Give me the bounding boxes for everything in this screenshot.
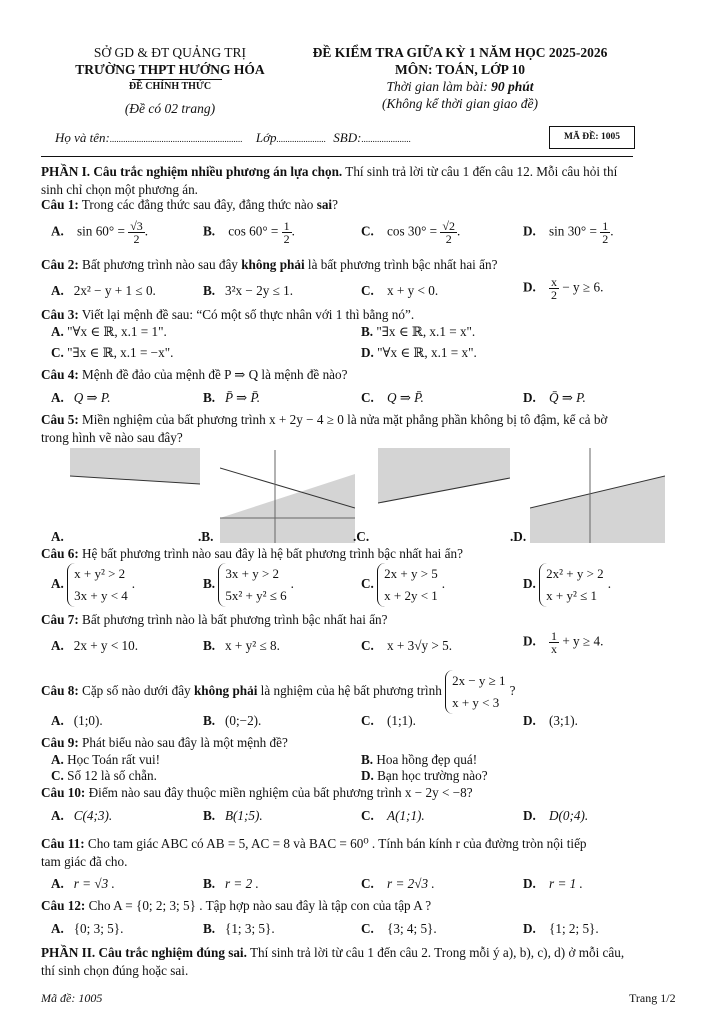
q12-text: Cho A = {0; 2; 3; 5} . Tập hợp nào sau đây là tập con của tập A ?: [85, 898, 432, 913]
q12-label: Câu 12:: [41, 898, 86, 913]
frac-num: √3: [130, 219, 143, 233]
header-divider: [41, 156, 633, 157]
option-letter: C.: [361, 921, 374, 936]
option-letter: D.: [523, 390, 536, 405]
q5-label-d[interactable]: .D.: [510, 529, 527, 544]
q5-label-a[interactable]: A.: [51, 529, 64, 544]
option-letter: D.: [523, 808, 536, 823]
option-letter: C.: [51, 768, 64, 783]
option-letter: D.: [361, 768, 374, 783]
q10-stem: [41, 785, 473, 801]
q9-label: Câu 9:: [41, 735, 79, 750]
part2-title: PHẦN II. Câu trắc nghiệm đúng sai.: [41, 945, 247, 960]
q8-option-b[interactable]: [203, 713, 261, 729]
q7-a-text: 2x + y < 10.: [73, 638, 139, 653]
q2-text: Bất phương trình nào sau đây: [78, 257, 242, 272]
option-letter: C.: [361, 390, 374, 405]
q5-figure-d[interactable]: [530, 448, 665, 543]
q8-end: là nghiệm của hệ bất phương trình: [257, 683, 442, 699]
q1-a-text: sin 60° =: [77, 223, 125, 239]
option-letter: D.: [361, 345, 374, 360]
option-letter: D.: [523, 576, 536, 592]
footer-page: Trang 1/2: [629, 991, 676, 1005]
time-note: (Không kể thời gian giao đề): [381, 96, 539, 111]
q1-label: Câu 1:: [41, 197, 79, 212]
frac-num: x: [551, 275, 558, 289]
part2-desc1: Thí sinh trả lời từ câu 1 đến câu 2. Trong mỗi ý a), b), c), d) ở mỗi câu,: [246, 945, 625, 960]
q7-d-text: + y ≥ 4.: [562, 633, 604, 649]
q10-option-d[interactable]: [523, 808, 588, 824]
option-letter: D.: [523, 876, 536, 891]
q10-option-b[interactable]: [203, 808, 263, 824]
frac-den: x: [551, 642, 558, 656]
q7-b-text: x + y² ≤ 8.: [224, 638, 280, 653]
sbd-dots: ......................: [361, 134, 411, 144]
option-letter: A.: [51, 752, 64, 767]
official-label: ĐỀ CHÍNH THỨC: [128, 81, 212, 92]
frac-den: 2: [445, 232, 452, 246]
q5-stem: [41, 411, 684, 447]
part1-title: PHẦN I. Câu trắc nghiệm nhiều phương án lựa chọn.: [41, 164, 343, 179]
student-info-line: [55, 130, 411, 146]
q2-option-c[interactable]: [361, 283, 438, 299]
time-label: Thời gian làm bài:: [386, 79, 488, 94]
q6-text: Hệ bất phương trình nào sau đây là hệ bất phương trình bậc nhất hai ẩn?: [78, 546, 463, 561]
q12-d-text: {1; 2; 5}.: [549, 921, 599, 936]
exam-time: [290, 79, 630, 95]
option-letter: A.: [51, 921, 64, 936]
part2-desc2: thí sinh chọn đúng hoặc sai.: [41, 963, 189, 978]
option-letter: B.: [203, 921, 216, 936]
option-letter: B.: [361, 752, 374, 767]
q1-b-frac: [282, 220, 292, 245]
q3-d-text: "∀x ∈ ℝ, x.1 = x".: [377, 345, 477, 360]
sys-line: 2x − y ≥ 1: [452, 673, 506, 688]
sys-line: 5x² + y² ≤ 6: [225, 588, 287, 603]
q2-option-d[interactable]: [523, 276, 603, 301]
class-label: Lớp: [255, 130, 277, 145]
option-letter: B.: [203, 876, 216, 891]
q10-c-text: A(1;1).: [387, 808, 425, 823]
q11-option-c[interactable]: [361, 876, 435, 892]
sys-line: x + y² > 2: [74, 566, 126, 581]
sys-line: x + y² ≤ 1: [546, 588, 597, 603]
q3-b-text: "∃x ∈ ℝ, x.1 = x".: [376, 324, 476, 339]
option-letter: B.: [203, 223, 216, 239]
shaded-region-lower: [220, 518, 355, 543]
q6-stem: [41, 546, 463, 562]
q2-d-frac: [549, 276, 559, 301]
frac-num: √2: [442, 219, 455, 233]
sbd-label: SBD:: [333, 130, 362, 145]
q1-text: Trong các đẳng thức sau đây, đẳng thức nào: [78, 197, 317, 212]
q2-bold: không phải: [241, 257, 305, 272]
option-letter: A.: [51, 808, 64, 823]
q5-figure-b[interactable]: [220, 450, 355, 543]
q11-option-b[interactable]: [203, 876, 259, 892]
q1-option-c[interactable]: C. cos 30° = $\frac{√2}{2}$ .: [361, 219, 461, 246]
q4-c-text: Q ⇒ P̄.: [387, 390, 424, 405]
q8-text-a: Cặp số nào dưới đây: [78, 683, 194, 699]
option-letter: C.: [361, 808, 374, 823]
q6-option-c[interactable]: C. 2x + y > 5 x + 2y < 1 .: [361, 563, 445, 607]
q8-option-a[interactable]: [51, 713, 103, 729]
q10-option-a[interactable]: [51, 808, 112, 824]
q2-end: là bất phương trình bậc nhất hai ẩn?: [304, 257, 498, 272]
shaded-region: [220, 474, 355, 518]
option-letter: A.: [51, 324, 64, 339]
q4-text: Mệnh đề đảo của mệnh đề P ⇒ Q là mệnh đề nào?: [78, 367, 348, 382]
sys-line: 3x + y < 4: [74, 588, 128, 603]
q7-label: Câu 7:: [41, 612, 79, 627]
q7-text: Bất phương trình nào là bất phương trình bậc nhất hai ẩn?: [78, 612, 388, 627]
shaded-region: [530, 476, 665, 543]
q7-option-a[interactable]: [51, 638, 138, 654]
q1-c-frac: [440, 220, 457, 245]
q2-b-text: 3²x − 2y ≤ 1.: [224, 283, 294, 298]
option-letter: C.: [361, 283, 374, 298]
q1-option-b[interactable]: B. cos 60° = $\frac{1}{2}$ .: [203, 219, 295, 246]
q7-option-c[interactable]: [361, 638, 452, 654]
frac-den: 2: [133, 232, 140, 246]
option-letter: C.: [361, 223, 374, 239]
time-value: 90 phút: [491, 79, 534, 94]
q5-text1: Miền nghiệm của bất phương trình x + 2y − 4 ≥ 0 là nửa mặt phẳng phần không bị tô đậm, kể cả bờ: [78, 412, 608, 427]
q4-option-a[interactable]: [51, 390, 111, 406]
q9-a-text: Học Toán rất vui!: [67, 752, 161, 767]
q11-stem: [41, 835, 684, 871]
q3-label: Câu 3:: [41, 307, 79, 322]
q5-label-c[interactable]: .C.: [353, 529, 370, 544]
q8-d-text: (3;1).: [549, 713, 578, 728]
frac-den: 2: [602, 232, 609, 246]
subject: MÔN: TOÁN, LỚP 10: [394, 62, 525, 77]
school-name: TRƯỜNG THPT HƯỚNG HÓA: [75, 62, 265, 77]
q4-b-text: P̄ ⇒ P̄.: [224, 390, 261, 405]
q3-option-a[interactable]: [51, 324, 167, 340]
page-count: (Đề có 02 trang): [124, 101, 216, 116]
q10-b-text: B(1;5).: [224, 808, 263, 823]
q2-stem: [41, 257, 497, 273]
q1-d-text: sin 30° =: [549, 223, 597, 239]
q8-b-text: (0;−2).: [224, 713, 262, 728]
q5-text2: trong hình vẽ nào sau đây?: [41, 430, 183, 445]
q8-system: [445, 670, 509, 714]
frac-den: 2: [283, 232, 290, 246]
q6-label: Câu 6:: [41, 546, 79, 561]
footer-code: Mã đề: 1005: [41, 991, 103, 1005]
class-dots: ......................: [276, 134, 327, 144]
q3-stem: [41, 307, 414, 323]
option-letter: B.: [203, 713, 216, 728]
q1-d-frac: [600, 220, 610, 245]
q1-stem: [41, 197, 338, 213]
q2-a-text: 2x² − y + 1 ≤ 0.: [73, 283, 156, 298]
option-letter: C.: [361, 576, 374, 592]
option-letter: B.: [203, 390, 216, 405]
option-letter: C.: [51, 345, 64, 360]
q2-c-text: x + y < 0.: [387, 283, 439, 298]
q9-c-text: Số 12 là số chẵn.: [67, 768, 157, 783]
q11-a-text: r = √3 .: [73, 876, 115, 891]
q6-option-b[interactable]: B. 3x + y > 2 5x² + y² ≤ 6 .: [203, 563, 294, 607]
q11-c-text: r = 2√3 .: [387, 876, 435, 891]
q11-text1: Cho tam giác ABC có AB = 5, AC = 8 và BAC = 60⁰ . Tính bán kính r của đường tròn nội tiếp: [84, 836, 587, 851]
q8-stem: [41, 670, 515, 714]
dept-name: SỞ GD & ĐT QUẢNG TRỊ: [93, 45, 247, 60]
q11-b-text: r = 2 .: [224, 876, 259, 891]
q1-option-a[interactable]: A. sin 60° = $\frac{√3}{2}$ .: [51, 219, 149, 246]
q8-a-text: (1;0).: [73, 713, 103, 728]
q4-option-b[interactable]: [203, 390, 260, 406]
option-letter: A.: [51, 713, 64, 728]
q3-a-text: "∀x ∈ ℝ, x.1 = 1".: [67, 324, 167, 339]
q5-label: Câu 5:: [41, 412, 79, 427]
q4-d-text: Q̄ ⇒ P.: [549, 390, 586, 405]
option-letter: B.: [203, 283, 216, 298]
q1-bold: sai: [316, 197, 333, 212]
q3-text: Viết lại mệnh đề sau: “Có một số thực nhân với 1 thì bằng nó”.: [78, 307, 415, 322]
q9-b-text: Hoa hồng đẹp quá!: [376, 752, 478, 767]
q4-option-d[interactable]: [523, 390, 586, 406]
q8-option-c[interactable]: [361, 713, 416, 729]
option-letter: A.: [51, 390, 64, 405]
option-letter: A.: [51, 283, 64, 298]
q7-d-frac: [549, 630, 559, 655]
option-letter: C.: [361, 876, 374, 891]
q3-option-c[interactable]: [51, 345, 173, 361]
q9-option-d[interactable]: [361, 768, 488, 784]
part1-desc1: Thí sinh trả lời từ câu 1 đến câu 12. Mỗi câu hỏi thí: [342, 164, 618, 179]
q4-option-c[interactable]: [361, 390, 424, 406]
q9-option-a[interactable]: [51, 752, 160, 768]
school-underline: [132, 79, 222, 80]
q2-label: Câu 2:: [41, 257, 79, 272]
q5-figure-c[interactable]: [378, 448, 510, 543]
q1-c-text: cos 30° =: [387, 223, 438, 239]
q12-stem: [41, 898, 431, 914]
q2-option-b[interactable]: [203, 283, 293, 299]
option-letter: D.: [523, 921, 536, 936]
q6-d-system: [539, 563, 608, 607]
q6-b-system: [218, 563, 290, 607]
q12-option-a[interactable]: [51, 921, 123, 937]
option-letter: D.: [523, 713, 536, 728]
exam-title: ĐỀ KIỂM TRA GIỮA KỲ 1 NĂM HỌC 2025-2026: [312, 45, 608, 60]
q4-a-text: Q ⇒ P.: [73, 390, 111, 405]
q6-c-system: [377, 563, 442, 607]
q6-option-d[interactable]: D. 2x² + y > 2 x + y² ≤ 1 .: [523, 563, 611, 607]
q10-a-text: C(4;3).: [73, 808, 113, 823]
sys-line: 2x² + y > 2: [546, 566, 604, 581]
q12-a-text: {0; 3; 5}.: [73, 921, 124, 936]
q11-label: Câu 11:: [41, 836, 85, 851]
sys-line: x + 2y < 1: [384, 588, 438, 603]
option-letter: A.: [51, 576, 64, 592]
option-letter: A.: [51, 638, 64, 653]
q12-option-d[interactable]: [523, 921, 599, 937]
q7-stem: [41, 612, 388, 628]
q4-stem: [41, 367, 347, 383]
frac-num: 1: [283, 219, 290, 233]
q9-text: Phát biểu nào sau đây là một mệnh đề?: [78, 735, 288, 750]
q2-d-text: − y ≥ 6.: [562, 279, 604, 295]
part1-intro: [41, 163, 684, 199]
q3-option-b[interactable]: [361, 324, 475, 340]
q8-bold: không phải: [193, 683, 258, 699]
exam-code-box: MÃ ĐỀ: 1005: [549, 126, 635, 149]
q6-option-a[interactable]: A. x + y² > 2 3x + y < 4 .: [51, 563, 135, 607]
option-letter: D.: [523, 633, 536, 649]
q2-option-a[interactable]: [51, 283, 156, 299]
q4-label: Câu 4:: [41, 367, 79, 382]
name-dots: ...........................................................: [109, 134, 243, 144]
sys-line: 3x + y > 2: [225, 566, 280, 581]
q1-b-text: cos 60° =: [228, 223, 279, 239]
q10-d-text: D(0;4).: [549, 808, 589, 823]
q7-option-d[interactable]: [523, 630, 603, 655]
option-letter: C.: [361, 713, 374, 728]
option-letter: B.: [203, 808, 216, 823]
q5-label-b[interactable]: .B.: [198, 529, 214, 544]
option-letter: B.: [361, 324, 374, 339]
q5-figure-a[interactable]: [70, 448, 200, 543]
q7-option-b[interactable]: [203, 638, 280, 654]
q10-label: Câu 10:: [41, 785, 86, 800]
frac-num: 1: [551, 629, 558, 643]
part2-intro: [41, 944, 684, 980]
q7-c-text: x + 3√y > 5.: [387, 638, 452, 653]
q11-d-text: r = 1 .: [549, 876, 583, 891]
q1-option-d[interactable]: D. sin 30° = $\frac{1}{2}$ .: [523, 219, 614, 246]
frac-den: 2: [551, 288, 558, 302]
q8-qmark: ?: [509, 683, 516, 699]
q12-c-text: {3; 4; 5}.: [387, 921, 437, 936]
q9-option-c[interactable]: [51, 768, 157, 784]
frac-num: 1: [602, 219, 609, 233]
sys-line: x + y < 3: [452, 695, 500, 710]
q3-option-d[interactable]: [361, 345, 477, 361]
q12-option-b[interactable]: [203, 921, 275, 937]
part1-desc2: sinh chỉ chọn một phương án.: [41, 182, 198, 197]
option-letter: A.: [51, 223, 64, 239]
option-letter: A.: [51, 876, 64, 891]
option-letter: D.: [523, 223, 536, 239]
q9-stem: [41, 735, 288, 751]
q8-label: Câu 8:: [41, 683, 79, 699]
q3-c-text: "∃x ∈ ℝ, x.1 = −x".: [67, 345, 174, 360]
q11-option-a[interactable]: [51, 876, 115, 892]
sys-line: 2x + y > 5: [384, 566, 438, 581]
q6-a-system: [67, 563, 132, 607]
q8-c-text: (1;1).: [387, 713, 416, 728]
shaded-region: [70, 448, 200, 484]
option-letter: B.: [203, 576, 216, 592]
q12-option-c[interactable]: [361, 921, 437, 937]
q9-option-b[interactable]: [361, 752, 477, 768]
q11-option-d[interactable]: [523, 876, 583, 892]
q8-option-d[interactable]: [523, 713, 578, 729]
shaded-region: [378, 448, 510, 503]
q10-option-c[interactable]: [361, 808, 425, 824]
name-label: Họ và tên:: [55, 130, 110, 145]
option-letter: C.: [361, 638, 374, 653]
option-letter: D.: [523, 279, 536, 295]
q11-text2: tam giác đã cho.: [41, 854, 128, 869]
q9-d-text: Bạn học trường nào?: [377, 768, 488, 783]
q1-end: ?: [332, 197, 338, 212]
q1-a-frac: [128, 220, 145, 245]
option-letter: B.: [203, 638, 216, 653]
q12-b-text: {1; 3; 5}.: [224, 921, 275, 936]
q10-text: Điểm nào sau đây thuộc miền nghiệm của bất phương trình x − 2y < −8?: [85, 785, 473, 800]
